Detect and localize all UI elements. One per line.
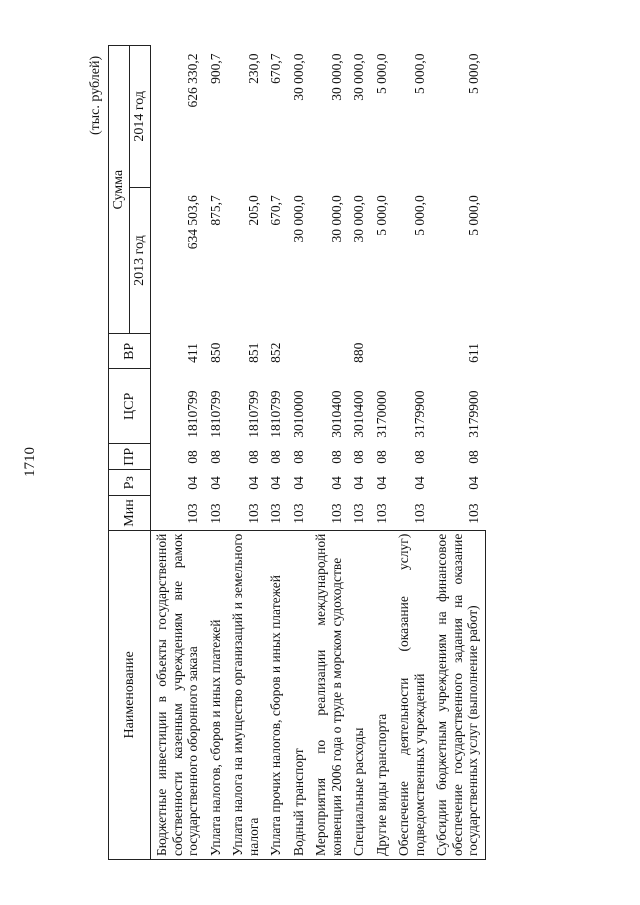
cell-pr: 08 <box>245 450 261 464</box>
header-rz: Рз <box>109 470 151 496</box>
table-header <box>109 46 151 860</box>
cell-pr: 08 <box>207 450 223 464</box>
cell-vr <box>371 334 394 369</box>
cell-2013: 5 000,0 <box>411 195 427 236</box>
cell-name: Уплата налога на имущество организаций и земельного налога <box>227 530 265 859</box>
cell-vr: 411 <box>185 343 201 363</box>
cell-rz: 04 <box>185 476 201 490</box>
cell-csr: 3179900 <box>411 390 427 438</box>
cell-name: Обеспечение деятельности (оказание услуг) подведомственных учреждений <box>393 530 431 859</box>
cell-csr: 1810799 <box>207 390 223 438</box>
cell-pr: 08 <box>351 450 367 464</box>
cell-pr: 08 <box>373 450 389 464</box>
cell-pr: 08 <box>411 450 427 464</box>
cell-2014: 30 000,0 <box>351 53 367 101</box>
cell-vr <box>393 334 431 369</box>
cell-rz: 04 <box>465 476 481 490</box>
cell-2014: 900,7 <box>207 53 223 84</box>
cell-2013: 5 000,0 <box>373 195 389 236</box>
cell-2014: 5 000,0 <box>465 53 481 94</box>
cell-2013: 30 000,0 <box>328 195 344 243</box>
cell-name: Бюджетные инвестиции в объекты государственной собственности казенным учреждениям вне рамок государственного оборонного заказа <box>151 530 205 859</box>
cell-vr: 851 <box>245 342 261 363</box>
header-csr: ЦСР <box>109 369 151 444</box>
cell-min: 103 <box>465 503 481 524</box>
cell-name: Водный транспорт <box>288 530 311 859</box>
cell-rz: 04 <box>411 476 427 490</box>
table-row <box>393 46 431 860</box>
cell-2013: 670,7 <box>268 195 284 226</box>
cell-rz: 04 <box>290 476 306 490</box>
cell-min: 103 <box>185 503 201 524</box>
table-row <box>431 46 485 860</box>
cell-2013: 5 000,0 <box>465 195 481 236</box>
cell-min: 103 <box>351 503 367 524</box>
table-row <box>371 46 394 860</box>
table-row <box>348 46 371 860</box>
cell-pr: 08 <box>465 450 481 464</box>
cell-2013: 634 503,6 <box>185 195 201 250</box>
budget-table <box>108 45 486 860</box>
cell-pr: 08 <box>268 450 284 464</box>
table-row <box>265 46 288 860</box>
cell-min: 103 <box>328 503 344 524</box>
cell-2014: 5 000,0 <box>411 53 427 94</box>
table-row <box>310 46 348 860</box>
header-min: Мин <box>109 496 151 530</box>
cell-2014: 230,0 <box>245 53 261 84</box>
cell-vr <box>288 334 311 369</box>
cell-2014: 670,7 <box>268 53 284 84</box>
table-row <box>288 46 311 860</box>
cell-2014: 5 000,0 <box>373 53 389 94</box>
cell-vr <box>310 334 348 369</box>
cell-2014: 30 000,0 <box>290 53 306 101</box>
cell-rz: 04 <box>245 476 261 490</box>
cell-csr: 1810799 <box>268 390 284 438</box>
cell-pr: 08 <box>185 450 201 464</box>
table-row <box>227 46 265 860</box>
header-2014: 2014 год <box>130 46 151 188</box>
cell-pr: 08 <box>290 450 306 464</box>
cell-rz: 04 <box>207 476 223 490</box>
cell-pr: 08 <box>328 450 344 464</box>
cell-csr: 3010400 <box>351 390 367 438</box>
header-vr: ВР <box>109 334 151 369</box>
cell-2013: 30 000,0 <box>290 195 306 243</box>
units-label: (тыс. рублей) <box>88 55 103 135</box>
cell-csr: 3010400 <box>328 390 344 438</box>
page-number: 1710 <box>22 447 38 477</box>
header-sum: Сумма <box>109 46 130 334</box>
cell-rz: 04 <box>268 476 284 490</box>
cell-csr: 3010000 <box>290 390 306 438</box>
cell-min: 103 <box>290 503 306 524</box>
cell-2013: 30 000,0 <box>351 195 367 243</box>
header-pr: ПР <box>109 444 151 470</box>
cell-name: Уплата прочих налогов, сборов и иных платежей <box>265 530 288 859</box>
table-body <box>151 46 486 860</box>
header-name: Наименование <box>109 530 151 859</box>
cell-2013: 205,0 <box>245 195 261 226</box>
header-2013: 2013 год <box>130 187 151 334</box>
cell-name: Мероприятия по реализации международной конвенции 2006 года о труде в морском судоходстве <box>310 530 348 859</box>
table-row <box>151 46 205 860</box>
cell-vr: 880 <box>351 342 367 363</box>
cell-csr: 1810799 <box>185 390 201 438</box>
cell-name: Специальные расходы <box>348 530 371 859</box>
cell-min: 103 <box>245 503 261 524</box>
cell-vr: 611 <box>465 343 481 363</box>
cell-2014: 30 000,0 <box>328 53 344 101</box>
cell-min: 103 <box>268 503 284 524</box>
cell-2013: 875,7 <box>207 195 223 226</box>
cell-rz: 04 <box>351 476 367 490</box>
cell-name: Уплата налогов, сборов и иных платежей <box>205 530 228 859</box>
cell-csr: 3179900 <box>465 390 481 438</box>
cell-rz: 04 <box>373 476 389 490</box>
cell-csr: 1810799 <box>245 390 261 438</box>
table-row <box>205 46 228 860</box>
cell-rz: 04 <box>328 476 344 490</box>
cell-min: 103 <box>373 503 389 524</box>
cell-csr: 3170000 <box>373 390 389 438</box>
cell-min: 103 <box>207 503 223 524</box>
cell-2014: 626 330,2 <box>185 53 201 108</box>
cell-name: Субсидии бюджетным учреждениям на финансовое обеспечение государственного задания на оказание государственных услуг (выполнение работ) <box>431 530 485 859</box>
cell-vr: 850 <box>207 342 223 363</box>
cell-vr: 852 <box>268 342 284 363</box>
cell-min: 103 <box>411 503 427 524</box>
cell-name: Другие виды транспорта <box>371 530 394 859</box>
